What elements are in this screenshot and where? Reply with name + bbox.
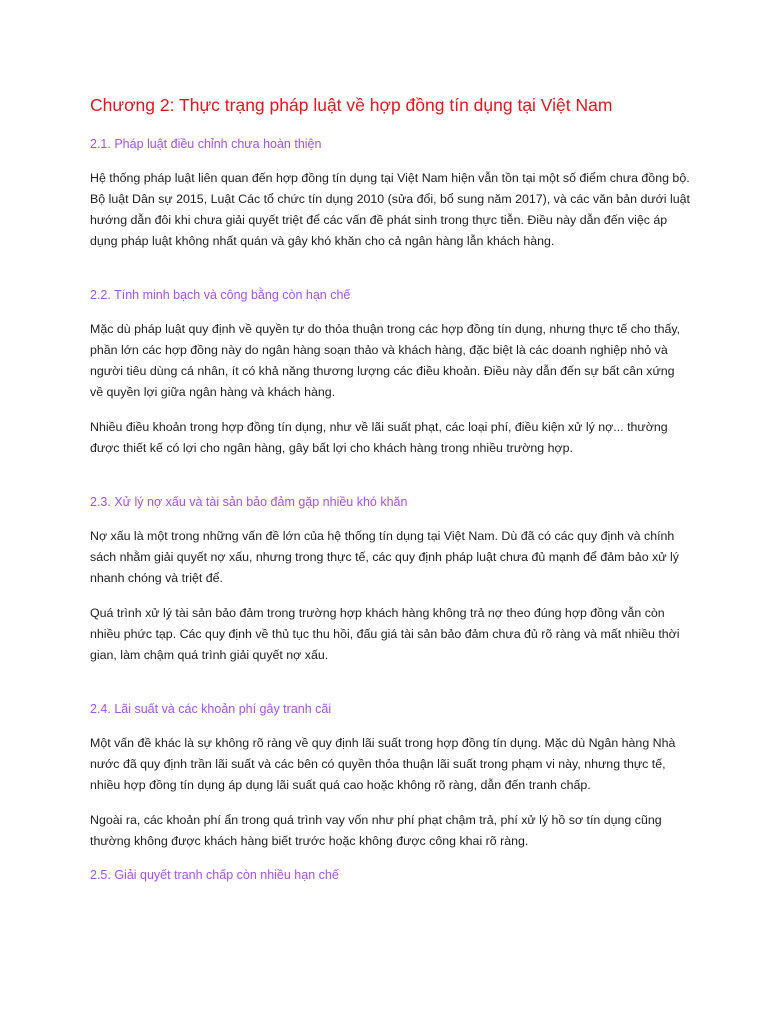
- paragraph: Mặc dù pháp luật quy định về quyền tự do thỏa thuận trong các hợp đồng tín dụng, nhưng thực tế cho thấy, phần lớn các hợp đồng này do ngân hàng soạn thảo và khách hàng, đặc biệt là các doanh nghiệp nhỏ và người tiêu dùng cá nhân, ít có khả năng thương lượng các điều khoản. Điều này dẫn đến sự bất cân xứng về quyền lợi giữa ngân hàng và khách hàng.: [90, 322, 681, 399]
- section-heading-2-4: 2.4. Lãi suất và các khoản phí gây tranh cãi: [90, 702, 332, 716]
- paragraph: Quá trình xử lý tài sản bảo đảm trong trường hợp khách hàng không trả nợ theo đúng hợp đồng vẫn còn nhiều phức tạp. Các quy định về thủ tục thu hồi, đấu giá tài sản bảo đảm chưa đủ rõ ràng và mất nhiều thời gian, làm chậm quá trình giải quyết nợ xấu.: [90, 606, 680, 662]
- paragraph: Ngoài ra, các khoản phí ẩn trong quá trình vay vốn như phí phạt chậm trả, phí xử lý hồ sơ tín dụng cũng thường không được khách hàng biết trước hoặc không được công khai rõ ràng.: [90, 813, 662, 848]
- section-heading-2-3: 2.3. Xử lý nợ xấu và tài sản bảo đảm gặp nhiều khó khăn: [90, 495, 408, 509]
- paragraph: Nợ xấu là một trong những vấn đề lớn của hệ thống tín dụng tại Việt Nam. Dù đã có các quy định và chính sách nhằm giải quyết nợ xấu, nhưng trong thực tế, các quy định pháp luật chưa đủ mạnh để đảm bảo xử lý nhanh chóng và triệt để.: [90, 529, 679, 585]
- section-heading-2-2: 2.2. Tính minh bạch và công bằng còn hạn chế: [90, 288, 351, 302]
- paragraph: Hệ thống pháp luật liên quan đến hợp đồng tín dụng tại Việt Nam hiện vẫn tồn tại một số điểm chưa đồng bộ. Bộ luật Dân sự 2015, Luật Các tổ chức tín dụng 2010 (sửa đổi, bổ sung năm 2017), và các văn bản dưới luật hướng dẫn đôi khi chưa giải quyết triệt để các vấn đề phát sinh trong thực tiễn. Điều này dẫn đến việc áp dụng pháp luật không nhất quán và gây khó khăn cho cả ngân hàng lẫn khách hàng.: [90, 171, 690, 248]
- chapter-title: Chương 2: Thực trạng pháp luật về hợp đồng tín dụng tại Việt Nam: [90, 95, 613, 115]
- section-heading-2-5: 2.5. Giải quyết tranh chấp còn nhiều hạn chế: [90, 868, 339, 882]
- paragraph: Một vấn đề khác là sự không rõ ràng về quy định lãi suất trong hợp đồng tín dụng. Mặc dù Ngân hàng Nhà nước đã quy định trần lãi suất và các bên có quyền thỏa thuận lãi suất trong phạm vi này, nhưng thực tế, nhiều hợp đồng tín dụng áp dụng lãi suất quá cao hoặc không rõ ràng, dẫn đến tranh chấp.: [90, 736, 676, 792]
- document-content: [90, 92, 690, 899]
- section-heading-2-1: 2.1. Pháp luật điều chỉnh chưa hoàn thiện: [90, 137, 322, 151]
- paragraph: Nhiều điều khoản trong hợp đồng tín dụng, như về lãi suất phạt, các loại phí, điều kiện xử lý nợ... thường được thiết kế có lợi cho ngân hàng, gây bất lợi cho khách hàng trong nhiều trường hợp.: [90, 420, 668, 455]
